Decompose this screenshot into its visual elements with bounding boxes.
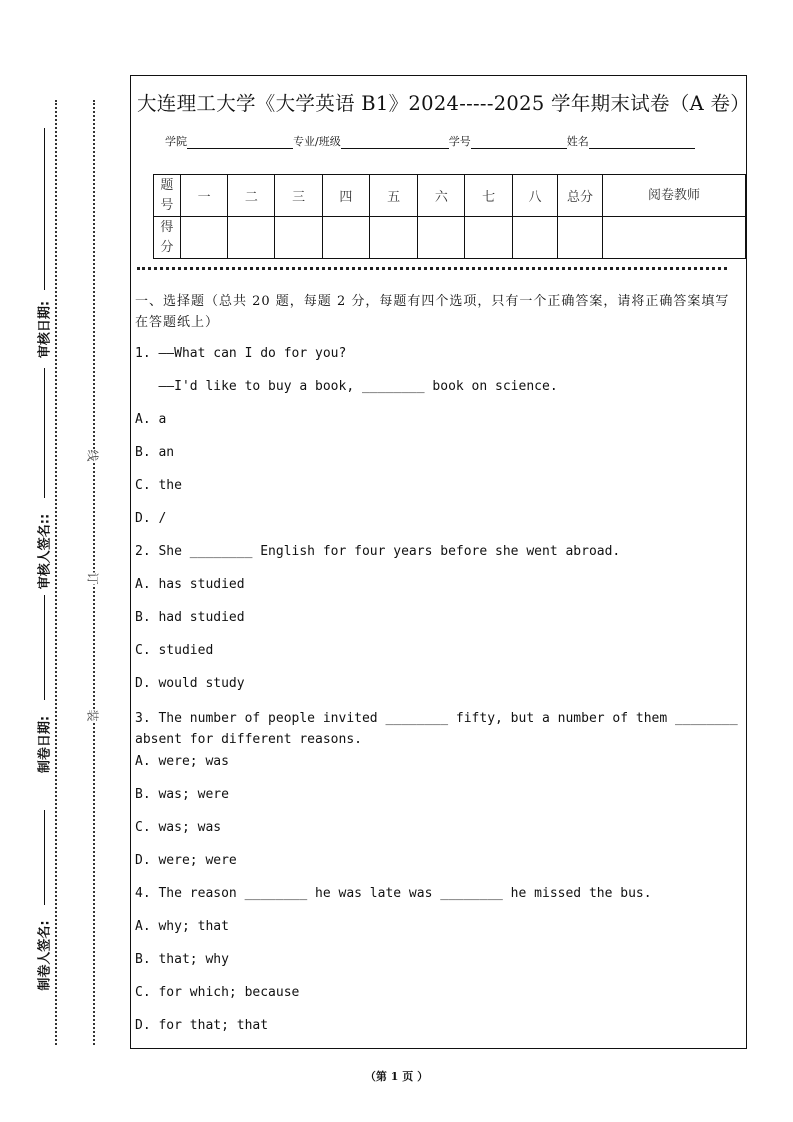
reviewer-signature-label: 审核人签名:: xyxy=(37,513,53,590)
question-4: 4. The reason ________ he was late was ________ he missed the bus. xyxy=(135,886,652,901)
name-label: 姓名 xyxy=(566,135,589,148)
q1-option-d: D. / xyxy=(135,511,167,526)
col-8: 八 xyxy=(512,175,557,217)
col-5: 五 xyxy=(369,175,418,217)
question-3: 3. The number of people invited ________ fifty, but a number of them ________ absent for different reasons. xyxy=(135,711,738,747)
college-blank[interactable] xyxy=(187,136,293,149)
q1-option-b: B. an xyxy=(135,445,175,460)
score-cell[interactable] xyxy=(512,217,557,259)
score-cell[interactable] xyxy=(418,217,465,259)
col-grader: 阅卷教师 xyxy=(602,175,745,217)
student-id-label: 学号 xyxy=(448,135,471,148)
col-4: 四 xyxy=(323,175,370,217)
question-1-line-2: ——I'd like to buy a book, ________ book on science. xyxy=(135,379,558,394)
q4-option-b: B. that; why xyxy=(135,952,229,967)
col-3: 三 xyxy=(275,175,323,217)
section-choice-questions xyxy=(135,291,743,1050)
q4-option-d: D. for that; that xyxy=(135,1018,269,1033)
q3-option-c: C. was; was xyxy=(135,820,222,835)
question-1-line-1: 1. ——What can I do for you? xyxy=(135,346,347,361)
review-date-blank xyxy=(44,128,45,290)
binding-char-line: 线 xyxy=(85,449,100,462)
col-7: 七 xyxy=(465,175,513,217)
score-cell[interactable] xyxy=(602,217,745,259)
make-date-blank xyxy=(44,595,45,700)
q1-option-c: C. the xyxy=(135,478,182,493)
q1-option-a: A. a xyxy=(135,412,167,427)
q2-option-a: A. has studied xyxy=(135,577,245,592)
q3-option-d: D. were; were xyxy=(135,853,237,868)
q3-option-b: B. was; were xyxy=(135,787,229,802)
q4-option-a: A. why; that xyxy=(135,919,229,934)
section-heading: 一、选择题（总共 20 题，每题 2 分，每题有四个选项，只有一个正确答案，请将正确答案填写在答题纸上） xyxy=(135,294,730,330)
maker-signature-blank xyxy=(44,810,45,905)
make-date-label: 制卷日期: xyxy=(37,715,53,774)
name-blank[interactable] xyxy=(589,136,695,149)
reviewer-signature-blank xyxy=(44,368,45,498)
score-cell[interactable] xyxy=(180,217,228,259)
q2-option-c: C. studied xyxy=(135,643,214,658)
col-2: 二 xyxy=(228,175,275,217)
score-cell[interactable] xyxy=(323,217,370,259)
page-number: （第 1 页 ） xyxy=(364,1070,429,1083)
score-cell[interactable] xyxy=(369,217,418,259)
col-total: 总分 xyxy=(557,175,602,217)
col-1: 一 xyxy=(180,175,228,217)
q2-option-b: B. had studied xyxy=(135,610,245,625)
score-table-header-row xyxy=(154,175,746,217)
major-class-label: 专业/班级 xyxy=(293,135,341,148)
score-cell[interactable] xyxy=(465,217,513,259)
q4-option-c: C. for which; because xyxy=(135,985,300,1000)
question-number-label: 题号 xyxy=(154,175,181,217)
q2-option-d: D. would study xyxy=(135,676,245,691)
score-table-score-row xyxy=(154,217,746,259)
score-label: 得分 xyxy=(154,217,181,259)
dotted-separator xyxy=(137,267,727,270)
score-cell[interactable] xyxy=(228,217,275,259)
student-id-blank[interactable] xyxy=(471,136,567,149)
review-date-label: 审核日期: xyxy=(37,300,53,359)
college-label: 学院 xyxy=(165,135,187,148)
major-class-blank[interactable] xyxy=(341,136,449,149)
exam-title: 大连理工大学《大学英语 B1》2024-----2025 学年期末试卷（A 卷） xyxy=(137,92,751,115)
col-6: 六 xyxy=(418,175,465,217)
score-cell[interactable] xyxy=(557,217,602,259)
question-2: 2. She ________ English for four years before she went abroad. xyxy=(135,544,621,559)
binding-char-order: 订 xyxy=(85,572,100,585)
maker-signature-label: 制卷人签名: xyxy=(37,920,53,991)
q3-option-a: A. were; was xyxy=(135,754,229,769)
score-table xyxy=(153,174,746,259)
binding-char-bind: 装 xyxy=(85,709,100,722)
student-info-fields xyxy=(165,133,695,149)
score-cell[interactable] xyxy=(275,217,323,259)
binding-dotted-line-outer xyxy=(55,100,57,1045)
exam-content-frame xyxy=(130,75,751,1049)
